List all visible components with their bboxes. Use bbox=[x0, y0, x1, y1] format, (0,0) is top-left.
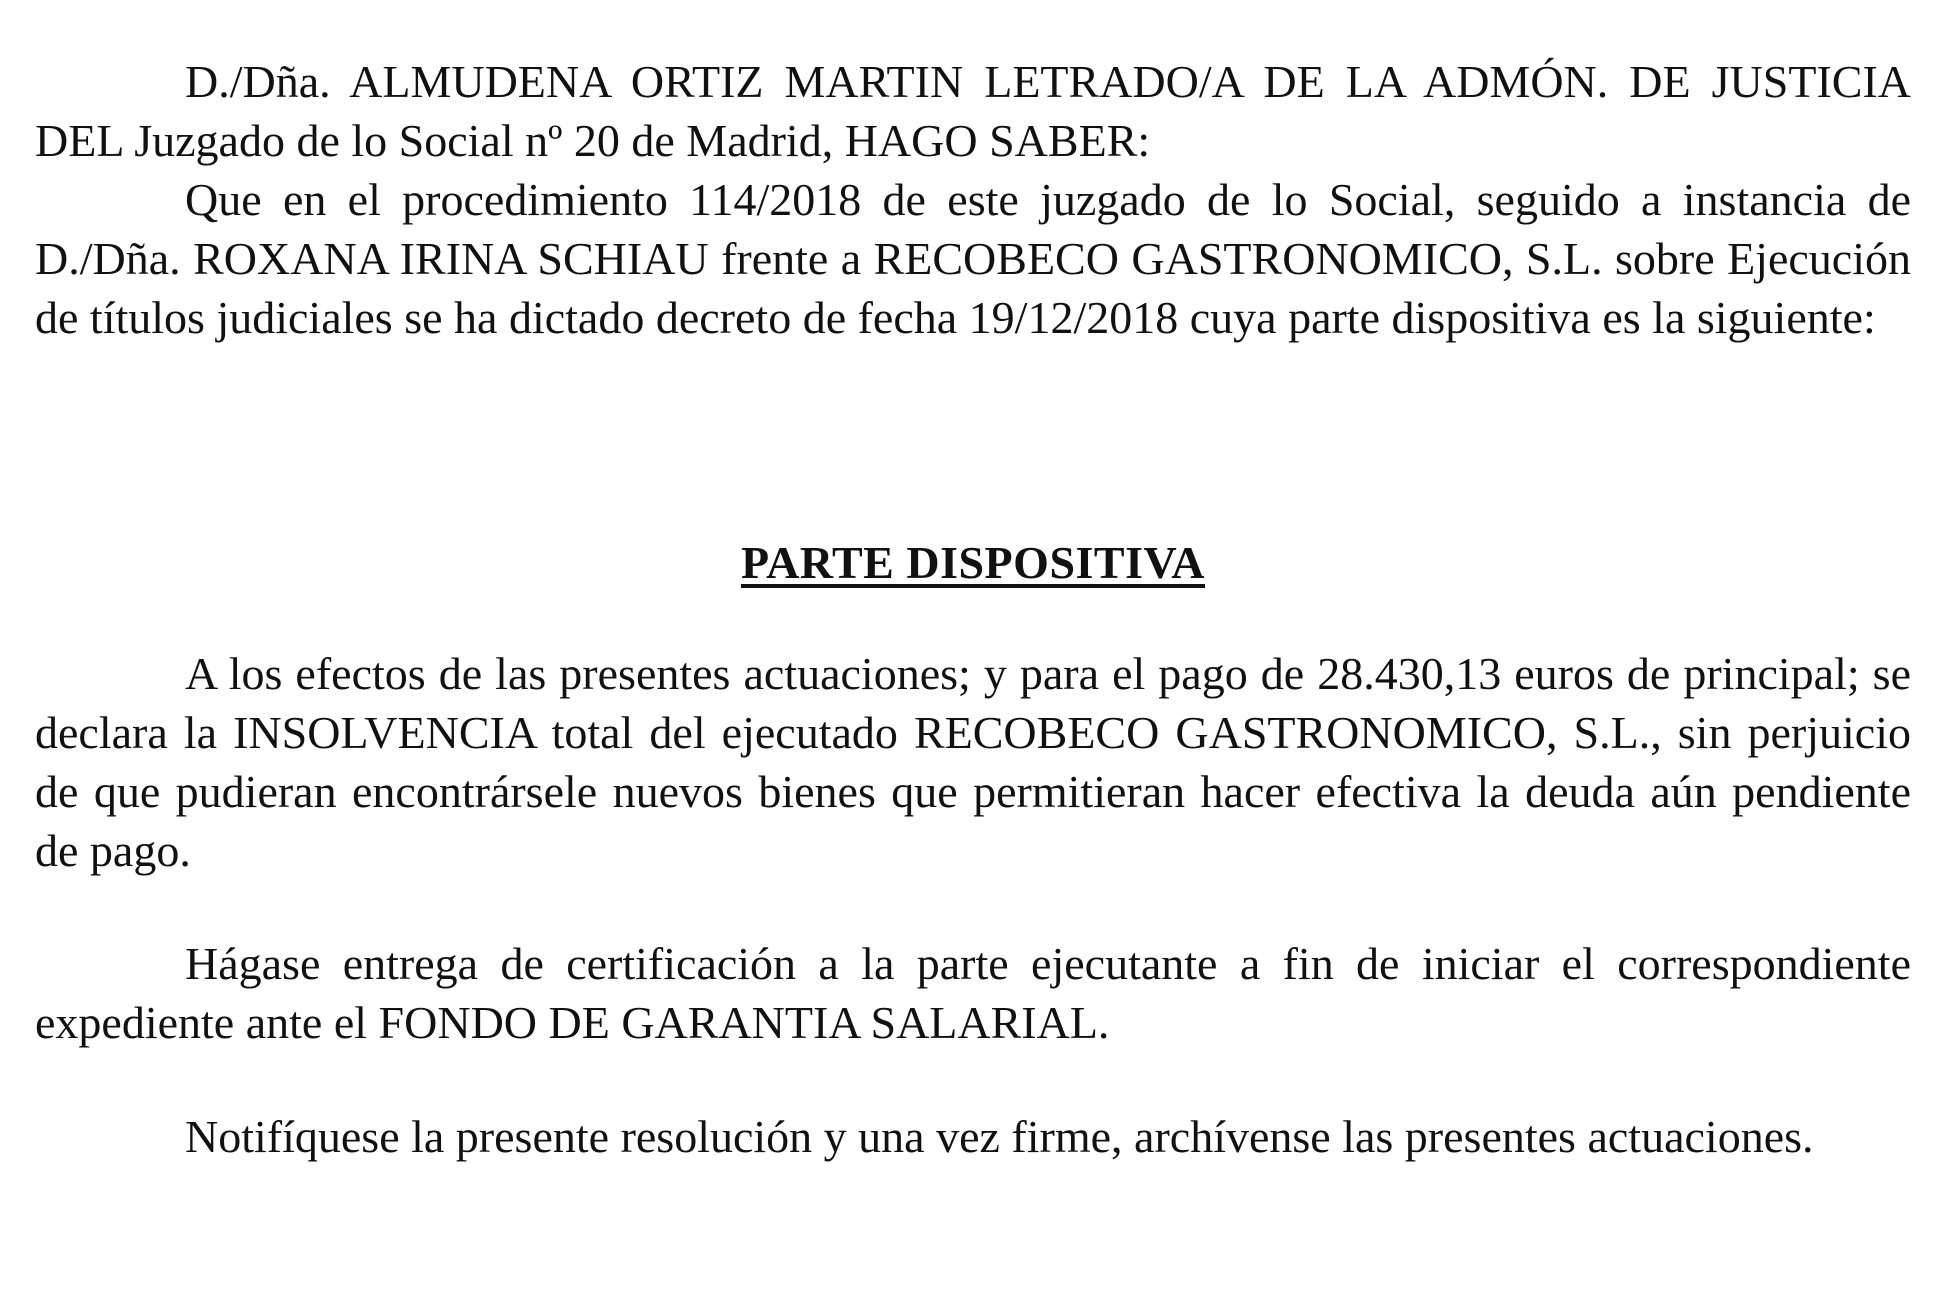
certification-paragraph: Hágase entrega de certificación a la parte ejecutante a fin de iniciar el correspondiente expediente ante el FONDO DE GARANTIA SALARIAL. bbox=[35, 938, 1911, 1048]
procedure-paragraph: Que en el procedimiento 114/2018 de este juzgado de lo Social, seguido a instancia de D./Dña. ROXANA IRINA SCHIAU frente a RECOBECO GASTRONOMICO, S.L. sobre Ejecución de títulos judiciales se ha dictado decreto de fecha 19/12/2018 cuya parte dispositiva es la siguiente: bbox=[35, 174, 1911, 343]
insolvency-paragraph: A los efectos de las presentes actuaciones; y para el pago de 28.430,13 euros de principal; se declara la INSOLVENCIA total del ejecutado RECOBECO GASTRONOMICO, S.L., sin perjuicio de que pudieran encontrársele nuevos bienes que permitieran hacer efectiva la deuda aún pendiente de pago. bbox=[35, 648, 1911, 876]
notification-paragraph: Notifíquese la presente resolución y una vez firme, archívense las presentes actuaciones. bbox=[185, 1111, 1814, 1162]
document-page bbox=[35, 52, 1911, 1166]
intro-paragraph: D./Dña. ALMUDENA ORTIZ MARTIN LETRADO/A DE LA ADMÓN. DE JUSTICIA DEL Juzgado de lo Social nº 20 de Madrid, HAGO SABER: bbox=[35, 56, 1911, 166]
section-heading: PARTE DISPOSITIVA bbox=[740, 537, 1206, 588]
